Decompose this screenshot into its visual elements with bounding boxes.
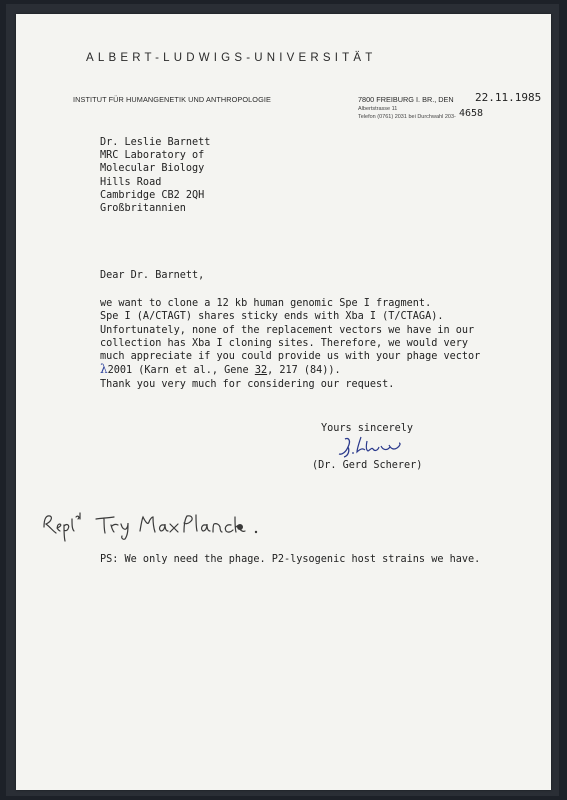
recipient-address [100, 136, 210, 215]
closing: Yours sincerely [321, 423, 414, 434]
address-line: MRC Laboratory of [100, 150, 205, 162]
body-line: Unfortunately, none of the replacement vectors we have in our [100, 324, 475, 336]
street-address: Albertstrasse 11 [358, 106, 398, 112]
body-line: Spe I (A/CTAGT) shares sticky ends with Xba I (T/CTAGA). [100, 311, 444, 323]
address-line: Hills Road [100, 176, 162, 188]
citation-volume: 32 [254, 365, 268, 377]
postscript: PS: We only need the phage. P2-lysogenic host strains we have. [100, 554, 481, 565]
address-line: Dr. Leslie Barnett [100, 137, 211, 148]
phone-line: Telefon (0761) 2031 bei Durchwahl 203- [358, 114, 456, 120]
body-line: Thank you very much for considering our request. [100, 378, 395, 390]
letter-body [100, 297, 480, 391]
university-name: ALBERT-LUDWIGS-UNIVERSITÄT [86, 52, 377, 64]
lambda-symbol: λ [100, 362, 108, 377]
institute-name: INSTITUT FÜR HUMANGENETIK UND ANTHROPOLOGIE [73, 95, 271, 104]
handwritten-note [38, 505, 268, 545]
address-line: Molecular Biology [100, 163, 205, 175]
citation-pages: , 217 (84)). [267, 365, 341, 377]
city-line: 7800 FREIBURG I. BR., DEN [358, 95, 454, 104]
address-line: Großbritannien [100, 203, 186, 215]
body-line: much appreciate if you could provide us with your phage vector [100, 351, 481, 363]
letter-page [16, 14, 551, 790]
phone-extension: 4658 [459, 108, 484, 119]
body-line: we want to clone a 12 kb human genomic Spe I fragment. [100, 298, 432, 309]
handwritten-signature [335, 433, 425, 459]
signer-name: (Dr. Gerd Scherer) [312, 460, 423, 471]
address-line: Cambridge CB2 2QH [100, 189, 205, 201]
body-line [100, 363, 480, 377]
salutation: Dear Dr. Barnett, [100, 270, 205, 281]
letter-date: 22.11.1985 [475, 91, 542, 104]
body-line: collection has Xba I cloning sites. Therefore, we would very [100, 337, 469, 349]
citation-text: 2001 (Karn et al., Gene [107, 365, 255, 377]
